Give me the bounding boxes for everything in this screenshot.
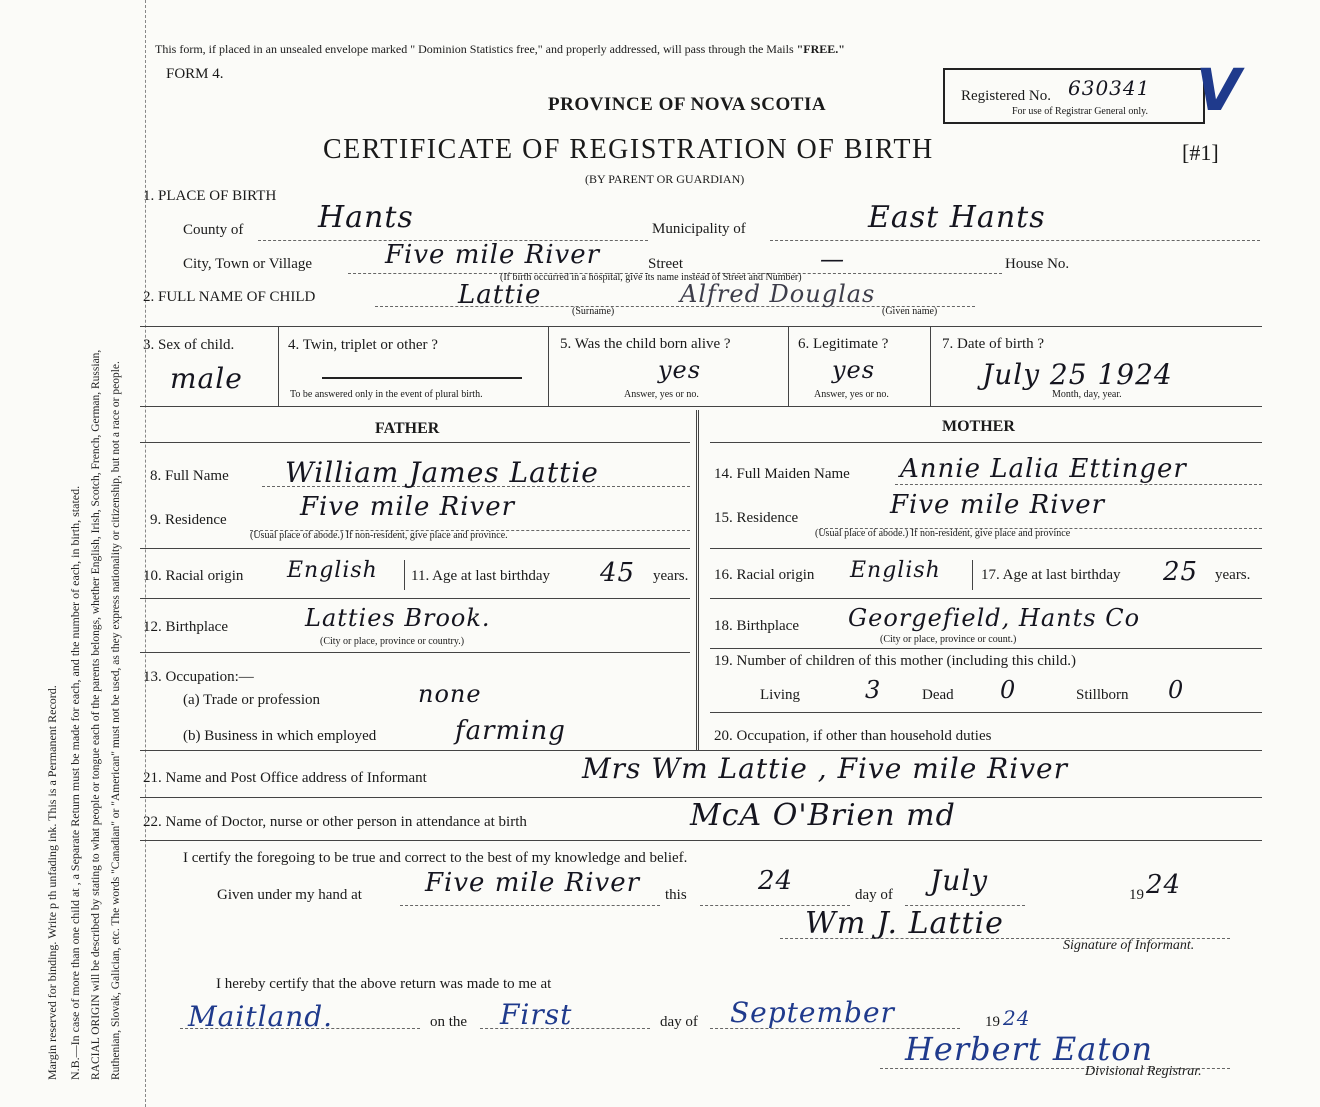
- mother-residence: Five mile River: [890, 490, 1106, 520]
- sex-value: male: [170, 362, 243, 395]
- sex-label: 3. Sex of child.: [143, 337, 235, 353]
- mother-age-value: 25: [1163, 557, 1199, 587]
- mother-name-label: 14. Full Maiden Name: [714, 466, 850, 482]
- certificate-title: CERTIFICATE OF REGISTRATION OF BIRTH: [323, 134, 934, 165]
- father-years-label: years.: [653, 568, 689, 584]
- informant-signature-label: Signature of Informant.: [1063, 938, 1195, 953]
- child-given-name: Alfred Douglas: [680, 280, 876, 308]
- registrar-place: Maitland.: [188, 1000, 334, 1033]
- street-label: Street: [648, 256, 683, 272]
- registrar-year: 24: [1003, 1006, 1031, 1030]
- registered-label: Registered No.: [961, 88, 1051, 104]
- born-alive-label: 5. Was the child born alive ?: [560, 336, 731, 352]
- informant-label: 21. Name and Post Office address of Informant: [143, 770, 427, 786]
- business-label: (b) Business in which employed: [183, 728, 377, 744]
- margin-note-4: Ruthenian, Slovak, Galician, etc. The words "Canadian" or "American" must not be used, as they express nationality or citizenship, but not a race or people.: [110, 361, 122, 1080]
- street-value: —: [820, 245, 845, 273]
- dead-value: 0: [1000, 676, 1017, 704]
- county-label: County of: [183, 222, 244, 238]
- margin-note-3: RACIAL ORIGIN will be described by stating to what people or tongue each of the parents belongs, whether English, Irish, Scotch, French, German, Russian,: [90, 349, 102, 1080]
- born-alive-value: yes: [658, 356, 702, 384]
- registrar-use-note: For use of Registrar General only.: [1012, 106, 1148, 117]
- registrar-day-of-label: day of: [660, 1014, 698, 1030]
- place-of-birth-label: 1. PLACE OF BIRTH: [143, 188, 277, 204]
- mother-residence-label: 15. Residence: [714, 510, 799, 526]
- father-heading: FATHER: [375, 420, 440, 437]
- registrar-day: First: [500, 998, 573, 1031]
- stillborn-label: Stillborn: [1076, 687, 1129, 703]
- father-racial-label: 10. Racial origin: [143, 568, 244, 584]
- margin-note-1: Margin reserved for binding. Write p th unfading ink. This is a Permanent Record.: [45, 685, 59, 1080]
- registrar-signature-label: Divisional Registrar.: [1085, 1064, 1202, 1079]
- father-racial-value: English: [287, 558, 378, 583]
- mailing-notice: [155, 42, 845, 57]
- living-label: Living: [760, 687, 800, 703]
- business-value: farming: [455, 716, 566, 746]
- mailing-notice-text: This form, if placed in an unsealed envelope marked " Dominion Statistics free," and properly addressed, will pass through the Mails: [155, 42, 797, 56]
- surname-caption: (Surname): [572, 306, 615, 317]
- registered-number: 630341: [1068, 76, 1151, 100]
- father-name: William James Lattie: [285, 456, 599, 489]
- city-label: City, Town or Village: [183, 256, 313, 272]
- registrar-year-prefix: 19: [985, 1014, 1000, 1030]
- certify-year: 24: [1146, 870, 1182, 900]
- certify-day: 24: [758, 866, 794, 896]
- mother-birthplace: Georgefield, Hants Co: [848, 604, 1141, 632]
- county-value: Hants: [318, 200, 414, 235]
- father-birthplace: Latties Brook.: [305, 604, 491, 632]
- given-name-caption: (Given name): [882, 306, 938, 317]
- mother-occupation-label: 20. Occupation, if other than household duties: [714, 728, 992, 744]
- twin-label: 4. Twin, triplet or other ?: [288, 337, 438, 353]
- house-number-label: House No.: [1005, 256, 1070, 272]
- informant-value: Mrs Wm Lattie , Five mile River: [582, 752, 1068, 785]
- certify-month: July: [930, 864, 989, 897]
- free-label: "FREE.": [796, 42, 845, 56]
- mother-racial-label: 16. Racial origin: [714, 567, 815, 583]
- check-mark: V: [1196, 56, 1241, 124]
- father-name-label: 8. Full Name: [150, 468, 229, 484]
- hospital-note: (If birth occurred in a hospital, give its name instead of Street and Number): [500, 272, 802, 283]
- mother-heading: MOTHER: [942, 418, 1015, 435]
- registrar-statement: I hereby certify that the above return was made to me at: [216, 976, 552, 992]
- certify-day-of-label: day of: [855, 887, 893, 903]
- date-of-birth-label: 7. Date of birth ?: [942, 336, 1045, 352]
- living-value: 3: [865, 676, 882, 704]
- child-name-label: 2. FULL NAME OF CHILD: [143, 289, 316, 305]
- children-count-label: 19. Number of children of this mother (including this child.): [714, 653, 1077, 669]
- binding-margin-line: [145, 0, 148, 1107]
- margin-note-2: N.B.—In case of more than one child at , a Separate Return must be made for each, and the number of each, in birth, stated.: [68, 485, 82, 1080]
- twin-note: To be answered only in the event of plural birth.: [290, 389, 483, 400]
- trade-value: none: [418, 680, 482, 708]
- child-surname: Lattie: [458, 280, 542, 310]
- municipality-label: Municipality of: [652, 221, 746, 237]
- legitimate-note: Answer, yes or no.: [814, 389, 889, 400]
- given-under-label: Given under my hand at: [217, 887, 362, 903]
- province-heading: PROVINCE OF NOVA SCOTIA: [548, 94, 827, 115]
- father-residence-label: 9. Residence: [150, 512, 227, 528]
- born-alive-note: Answer, yes or no.: [624, 389, 699, 400]
- father-residence-note: (Usual place of abode.) If non-resident, give place and province.: [250, 530, 508, 541]
- trade-label: (a) Trade or profession: [183, 692, 321, 708]
- mother-name: Annie Lalia Ettinger: [900, 454, 1187, 484]
- mother-residence-note: (Usual place of abode.) If non-resident, give place and province: [815, 528, 1071, 539]
- given-place-value: Five mile River: [425, 868, 641, 898]
- certificate-subtitle: (BY PARENT OR GUARDIAN): [585, 172, 745, 186]
- certify-year-prefix: 19: [1129, 887, 1144, 903]
- legitimate-label: 6. Legitimate ?: [798, 336, 889, 352]
- corner-mark: [#1]: [1182, 140, 1219, 165]
- mother-years-label: years.: [1215, 567, 1251, 583]
- mother-birthplace-label: 18. Birthplace: [714, 618, 799, 634]
- registrar-month: September: [730, 996, 895, 1029]
- father-age-label: 11. Age at last birthday: [411, 568, 550, 584]
- father-birthplace-note: (City or place, province or country.): [320, 636, 465, 647]
- legitimate-value: yes: [832, 356, 876, 384]
- occupation-label: 13. Occupation:—: [143, 669, 254, 685]
- city-value: Five mile River: [385, 240, 601, 270]
- registrar-signature: Herbert Eaton: [905, 1030, 1154, 1068]
- date-of-birth-value: July 25 1924: [982, 358, 1173, 391]
- date-of-birth-note: Month, day, year.: [1052, 389, 1122, 400]
- doctor-value: McA O'Brien md: [690, 798, 956, 833]
- registrar-on-the-label: on the: [430, 1014, 468, 1030]
- mother-age-label: 17. Age at last birthday: [981, 567, 1121, 583]
- mother-birthplace-note: (City or place, province or count.): [880, 634, 1017, 645]
- dead-label: Dead: [922, 687, 954, 703]
- doctor-label: 22. Name of Doctor, nurse or other person in attendance at birth: [143, 814, 527, 830]
- certify-statement: I certify the foregoing to be true and correct to the best of my knowledge and belief.: [183, 850, 688, 866]
- informant-signature: Wm J. Lattie: [805, 906, 1004, 941]
- father-birthplace-label: 12. Birthplace: [143, 619, 228, 635]
- form-number: FORM 4.: [166, 66, 224, 82]
- father-residence: Five mile River: [300, 492, 516, 522]
- mother-racial-value: English: [850, 558, 941, 583]
- father-age-value: 45: [600, 558, 636, 588]
- this-label: this: [665, 887, 687, 903]
- municipality-value: East Hants: [868, 200, 1046, 235]
- stillborn-value: 0: [1168, 676, 1185, 704]
